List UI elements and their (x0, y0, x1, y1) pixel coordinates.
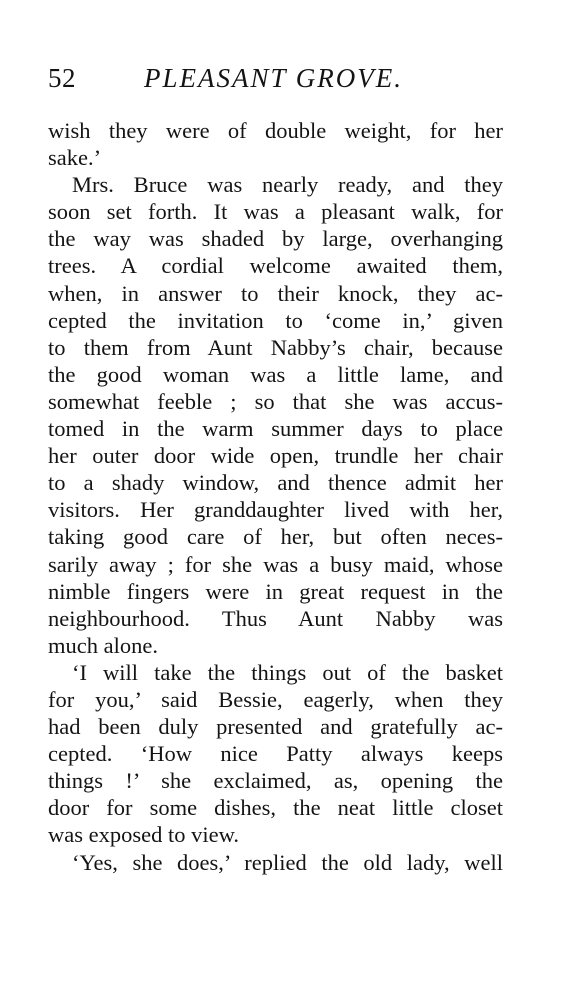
text-line: the way was shaded by large, overhanging (48, 226, 503, 252)
text-line: had been duly presented and gratefully ac- (48, 714, 503, 740)
text-line: her outer door wide open, trundle her chair (48, 443, 503, 469)
body-text (48, 117, 503, 876)
page-number: 52 (48, 63, 76, 93)
text-line: was exposed to view. (48, 822, 239, 848)
text-line: to a shady window, and thence admit her (48, 470, 503, 496)
text-line: door for some dishes, the neat little closet (48, 795, 503, 821)
text-line: neighbourhood. Thus Aunt Nabby was (48, 605, 503, 631)
text-line: nimble fingers were in great request in the (48, 578, 503, 604)
text-line: tomed in the warm summer days to place (48, 416, 503, 442)
text-line: sake.’ (48, 145, 102, 171)
text-line: trees. A cordial welcome awaited them, (48, 253, 503, 279)
text-line: soon set forth. It was a pleasant walk, for (48, 199, 503, 225)
text-line: somewhat feeble ; so that she was accus- (48, 388, 503, 414)
running-title: PLEASANT GROVE. (144, 63, 403, 93)
text-line: wish they were of double weight, for her (48, 118, 503, 143)
text-line: ‘I will take the things out of the basket (72, 659, 503, 685)
text-line: taking good care of her, but often neces- (48, 524, 503, 550)
text-line: ‘Yes, she does,’ replied the old lady, well (72, 849, 503, 875)
text-line: much alone. (48, 632, 158, 658)
text-line: to them from Aunt Nabby’s chair, because (48, 334, 503, 360)
running-head (48, 60, 508, 96)
text-line: sarily away ; for she was a busy maid, whose (48, 551, 503, 577)
text-line: cepted. ‘How nice Patty always keeps (48, 741, 503, 767)
text-line: things !’ she exclaimed, as, opening the (48, 768, 503, 794)
text-line: when, in answer to their knock, they ac- (48, 280, 503, 306)
text-line: for you,’ said Bessie, eagerly, when they (48, 686, 503, 712)
text-line: cepted the invitation to ‘come in,’ given (48, 307, 503, 333)
text-line: visitors. Her granddaughter lived with her, (48, 497, 503, 523)
text-line: Mrs. Bruce was nearly ready, and they (72, 172, 503, 198)
text-line: the good woman was a little lame, and (48, 361, 503, 387)
